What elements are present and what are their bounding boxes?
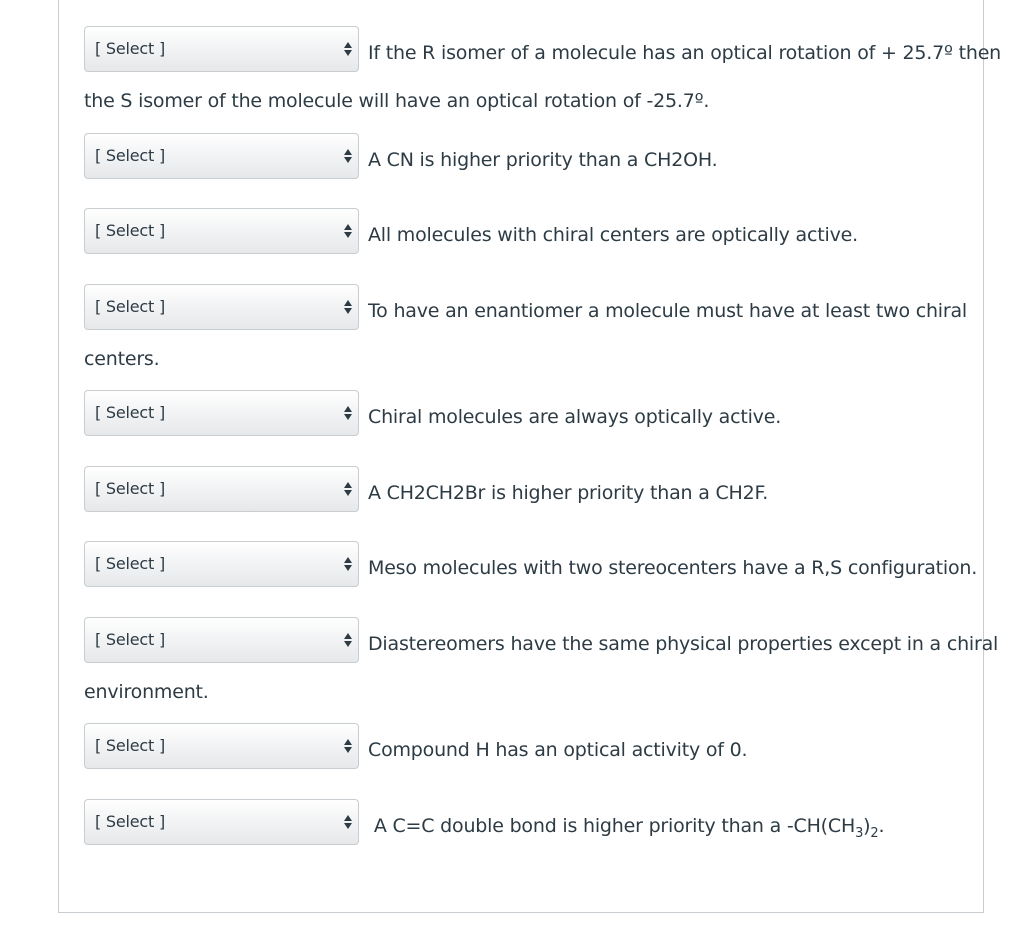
- question-4: [84, 284, 968, 370]
- question-8: [84, 617, 999, 703]
- select-label: [ Select ]: [95, 554, 166, 573]
- question-text-tail: .: [878, 815, 885, 837]
- answer-select-3[interactable]: [84, 208, 359, 254]
- updown-arrows-icon: [344, 631, 352, 649]
- select-label: [ Select ]: [95, 812, 166, 831]
- question-text: Chiral molecules are always optically active.: [368, 406, 782, 428]
- select-label: [ Select ]: [95, 221, 166, 240]
- select-label: [ Select ]: [95, 630, 166, 649]
- question-text: To have an enantiomer a molecule must have at least two chiral: [368, 300, 968, 322]
- question-text: A CH2CH2Br is higher priority than a CH2F.: [368, 482, 769, 504]
- question-text: Compound H has an optical activity of 0.: [368, 739, 748, 761]
- subscript-3: 3: [855, 825, 864, 841]
- question-3: [84, 208, 964, 256]
- select-label: [ Select ]: [95, 403, 166, 422]
- select-label: [ Select ]: [95, 146, 166, 165]
- select-label: [ Select ]: [95, 39, 166, 58]
- question-text: Diastereomers have the same physical properties except in a chiral: [368, 633, 999, 655]
- answer-select-5[interactable]: [84, 390, 359, 436]
- question-text: [368, 799, 884, 861]
- updown-arrows-icon: [344, 480, 352, 498]
- updown-arrows-icon: [344, 222, 352, 240]
- question-text: If the R isomer of a molecule has an optical rotation of + 25.7º then: [368, 42, 1002, 64]
- answer-select-9[interactable]: [84, 723, 359, 769]
- updown-arrows-icon: [344, 40, 352, 58]
- answer-select-8[interactable]: [84, 617, 359, 663]
- question-2: [84, 133, 964, 181]
- question-6: [84, 466, 964, 514]
- answer-select-10[interactable]: [84, 799, 359, 845]
- question-10: [84, 799, 964, 847]
- updown-arrows-icon: [344, 298, 352, 316]
- answer-select-1[interactable]: [84, 26, 359, 72]
- question-9: [84, 723, 964, 771]
- answer-select-7[interactable]: [84, 541, 359, 587]
- updown-arrows-icon: [344, 555, 352, 573]
- question-7: [84, 541, 978, 589]
- updown-arrows-icon: [344, 404, 352, 422]
- question-text-continued: centers.: [84, 348, 160, 370]
- question-text: All molecules with chiral centers are optically active.: [368, 224, 858, 246]
- question-text-main: A C=C double bond is higher priority than a -CH(CH: [368, 815, 856, 837]
- select-label: [ Select ]: [95, 297, 166, 316]
- select-label: [ Select ]: [95, 736, 166, 755]
- select-label: [ Select ]: [95, 479, 166, 498]
- question-1: [84, 26, 1002, 112]
- question-text-continued: environment.: [84, 681, 209, 703]
- answer-select-6[interactable]: [84, 466, 359, 512]
- question-text-mid: ): [863, 815, 871, 837]
- question-text: Meso molecules with two stereocenters have a R,S configuration.: [368, 557, 978, 579]
- question-text-continued: the S isomer of the molecule will have an optical rotation of -25.7º.: [84, 90, 710, 112]
- question-text: A CN is higher priority than a CH2OH.: [368, 149, 718, 171]
- question-5: [84, 390, 964, 438]
- updown-arrows-icon: [344, 147, 352, 165]
- updown-arrows-icon: [344, 737, 352, 755]
- answer-select-2[interactable]: [84, 133, 359, 179]
- updown-arrows-icon: [344, 813, 352, 831]
- subscript-2: 2: [870, 825, 879, 841]
- answer-select-4[interactable]: [84, 284, 359, 330]
